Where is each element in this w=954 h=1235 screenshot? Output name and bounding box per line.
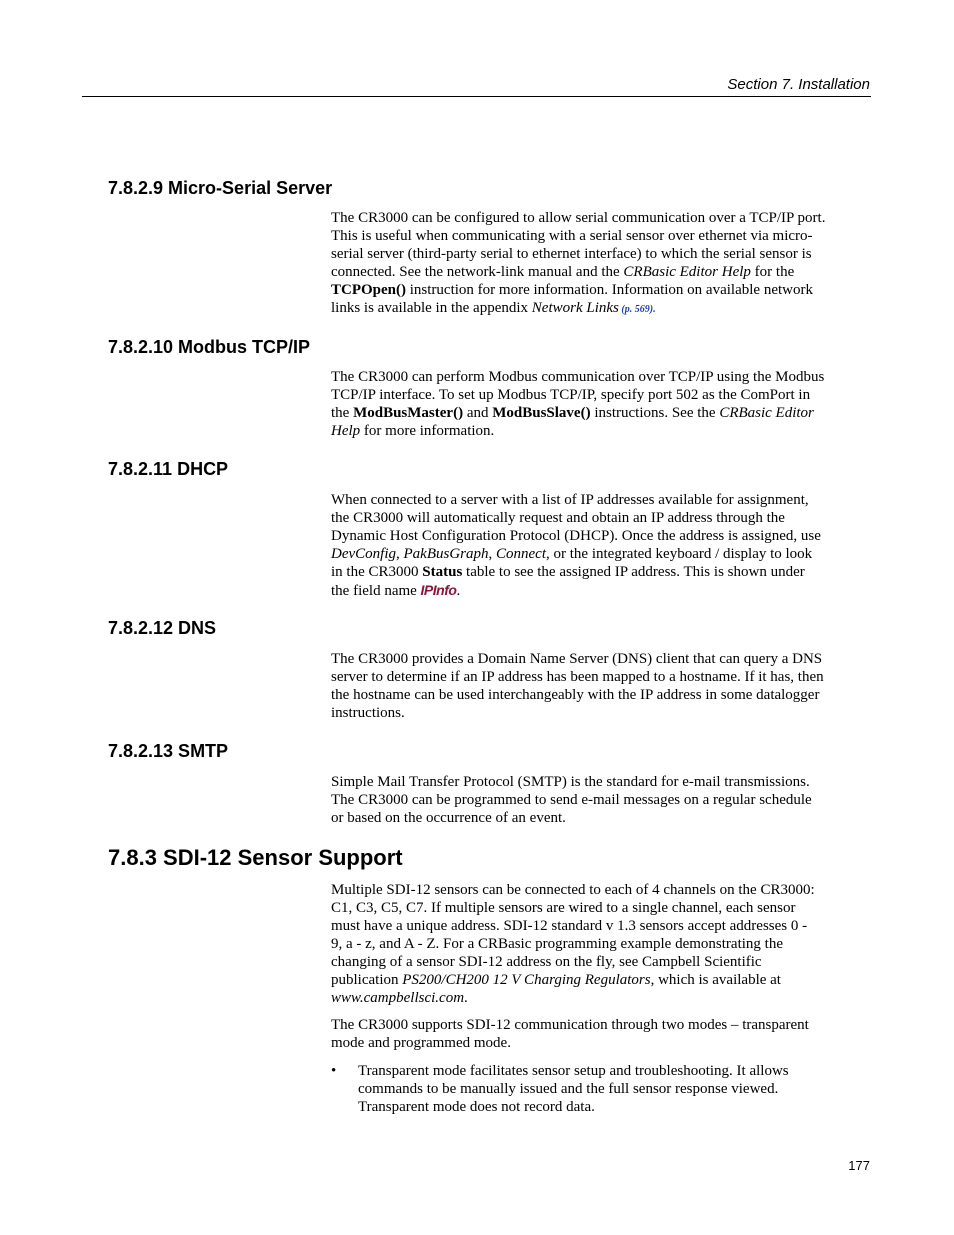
heading-smtp: 7.8.2.13 SMTP <box>108 741 229 761</box>
paragraph-smtp: Simple Mail Transfer Protocol (SMTP) is the standard for e-mail transmissions. The CR3000 can be programmed to send e-mail messages on a regular schedule or based on the occurrence of an event. <box>331 774 812 826</box>
page-reference-link[interactable]: (p. 569) <box>618 304 654 315</box>
header-rule <box>82 96 871 97</box>
heading-dhcp: 7.8.2.11 DHCP <box>108 459 229 479</box>
paragraph-dhcp: When connected to a server with a list of IP addresses available for assignment, the CR3000 will automatically request and obtain an IP address through the Dynamic Host Configuration Protocol (DHCP). Once the address is assigned, use DevConfig, PakBusGraph, Connect, or the integrated keyboard / display to look in the CR3000 Status table to see the assigned IP address. This is shown under the field name IPInfo. <box>331 492 821 599</box>
heading-dns: 7.8.2.12 DNS <box>108 618 217 638</box>
paragraph-sdi12-modes: The CR3000 supports SDI-12 communication through two modes – transparent mode and programmed mode. <box>331 1017 809 1051</box>
heading-modbus-tcpip: 7.8.2.10 Modbus TCP/IP <box>108 337 311 357</box>
heading-micro-serial-server: 7.8.2.9 Micro-Serial Server <box>108 178 333 198</box>
paragraph-sdi12-intro: Multiple SDI-12 sensors can be connected to each of 4 channels on the CR3000: C1, C3, C5, C7. If multiple sensors are wired to a single channel, each sensor must have a unique address. SDI-12 standard v 1.3 sensors accept addresses 0 - 9, a - z, and A - Z. For a CRBasic programming example demonstrating the changing of a sensor SDI-12 address on the fly, see Campbell Scientific publication PS200/CH200 12 V Charging Regulators, which is available at www.campbellsci.com. <box>331 882 815 1006</box>
page-number: 177 <box>848 1158 870 1173</box>
section-header: Section 7. Installation <box>727 76 870 93</box>
tcpopen-instruction: TCPOpen() <box>331 282 406 298</box>
paragraph-modbus-tcpip: The CR3000 can perform Modbus communication over TCP/IP using the Modbus TCP/IP interface. To set up Modbus TCP/IP, specify port 502 as the ComPort in the ModBusMaster() and ModBusSlave() instructions. See the CRBasic Editor Help for more information. <box>331 369 825 439</box>
bullet-icon: • <box>331 1063 337 1079</box>
paragraph-micro-serial-server: The CR3000 can be configured to allow serial communication over a TCP/IP port. This is useful when communicating with a serial sensor over ethernet via micro- serial server (third-party serial to ethernet interface) to which the serial sensor is connected. See the network-link manual and the CRBasic Editor Help for the TCPOpen() instruction for more information. Information on available network links is available in the appendix Network Links (p. 569). <box>331 210 826 316</box>
ipinfo-field-link[interactable]: IPInfo <box>420 582 457 598</box>
heading-sdi12-sensor-support: 7.8.3 SDI-12 Sensor Support <box>108 845 403 870</box>
paragraph-dns: The CR3000 provides a Domain Name Server (DNS) client that can query a DNS server to determine if an IP address has been mapped to a hostname. If it has, then the hostname can be used interchangeably with the IP address in some datalogger instructions. <box>331 651 824 721</box>
